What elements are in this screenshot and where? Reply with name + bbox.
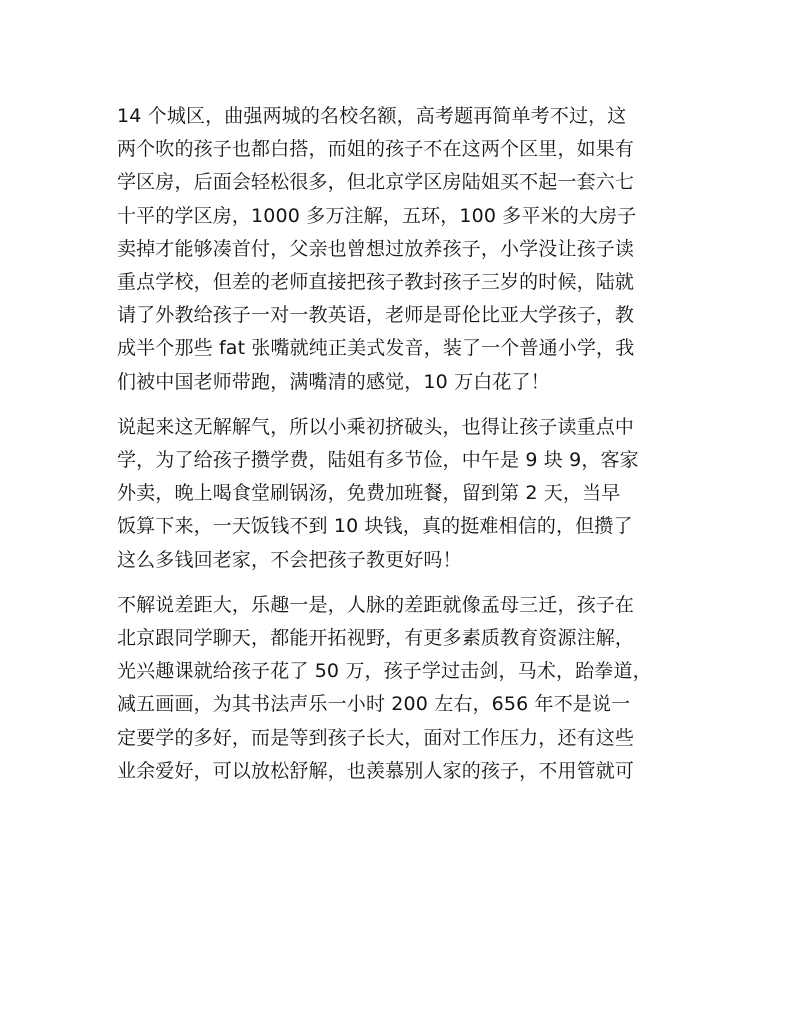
text-line: 学，为了给孩子攒学费，陆姐有多节俭，中午是 9 块 9，客家 (117, 449, 639, 472)
text-line: 14 个城区，曲强两城的名校名额，高考题再简单考不过，这 (117, 105, 627, 127)
text-line: 成半个那些 fat 张嘴就纯正美式发音，装了一个普通小学，我 (117, 337, 635, 360)
text-line: 卖掉才能够凑首付，父亲也曾想过放养孩子，小学没让孩子读 (117, 237, 635, 260)
document-page (117, 100, 682, 800)
text-line: 北京跟同学聊天，都能开拓视野，有更多素质教育资源注解， (117, 627, 635, 650)
text-line: 请了外教给孩子一对一教英语，老师是哥伦比亚大学孩子，教 (117, 304, 635, 327)
text-line: 两个吹的孩子也都白搭，而姐的孩子不在这两个区里，如果有 (117, 138, 635, 161)
text-line: 学区房，后面会轻松很多，但北京学区房陆姐买不起一套六七 (117, 171, 635, 194)
text-line: 光兴趣课就给孩子花了 50 万，孩子学过击剑，马术，跆拳道， (117, 660, 652, 683)
text-line: 饭算下来，一天饭钱不到 10 块钱，真的挺难相信的，但攒了 (117, 515, 633, 538)
text-line: 外卖，晚上喝食堂刷锅汤，免费加班餐，留到第 2 天，当早 (117, 482, 621, 505)
text-line: 十平的学区房，1000 多万注解，五环，100 多平米的大房子 (117, 204, 637, 227)
text-line: 们被中国老师带跑，满嘴清的感觉，10 万白花了！ (117, 370, 550, 393)
text-line: 减五画画，为其书法声乐一小时 200 左右，656 年不是说一 (117, 693, 631, 716)
text-line: 这么多钱回老家，不会把孩子教更好吗！ (117, 548, 462, 571)
text-line: 不解说差距大，乐趣一是，人脉的差距就像孟母三迁，孩子在 (117, 593, 635, 616)
paragraph-3 (117, 589, 682, 788)
text-line: 业余爱好，可以放松舒解，也羡慕别人家的孩子，不用管就可 (117, 759, 635, 782)
text-line: 重点学校，但差的老师直接把孩子教封孩子三岁的时候，陆就 (117, 271, 635, 294)
paragraph-1 (117, 100, 682, 399)
text-line: 定要学的多好，而是等到孩子长大，面对工作压力，还有这些 (117, 726, 635, 749)
paragraph-2 (117, 411, 682, 577)
text-line: 说起来这无解解气，所以小乘初挤破头，也得让孩子读重点中 (117, 415, 635, 438)
